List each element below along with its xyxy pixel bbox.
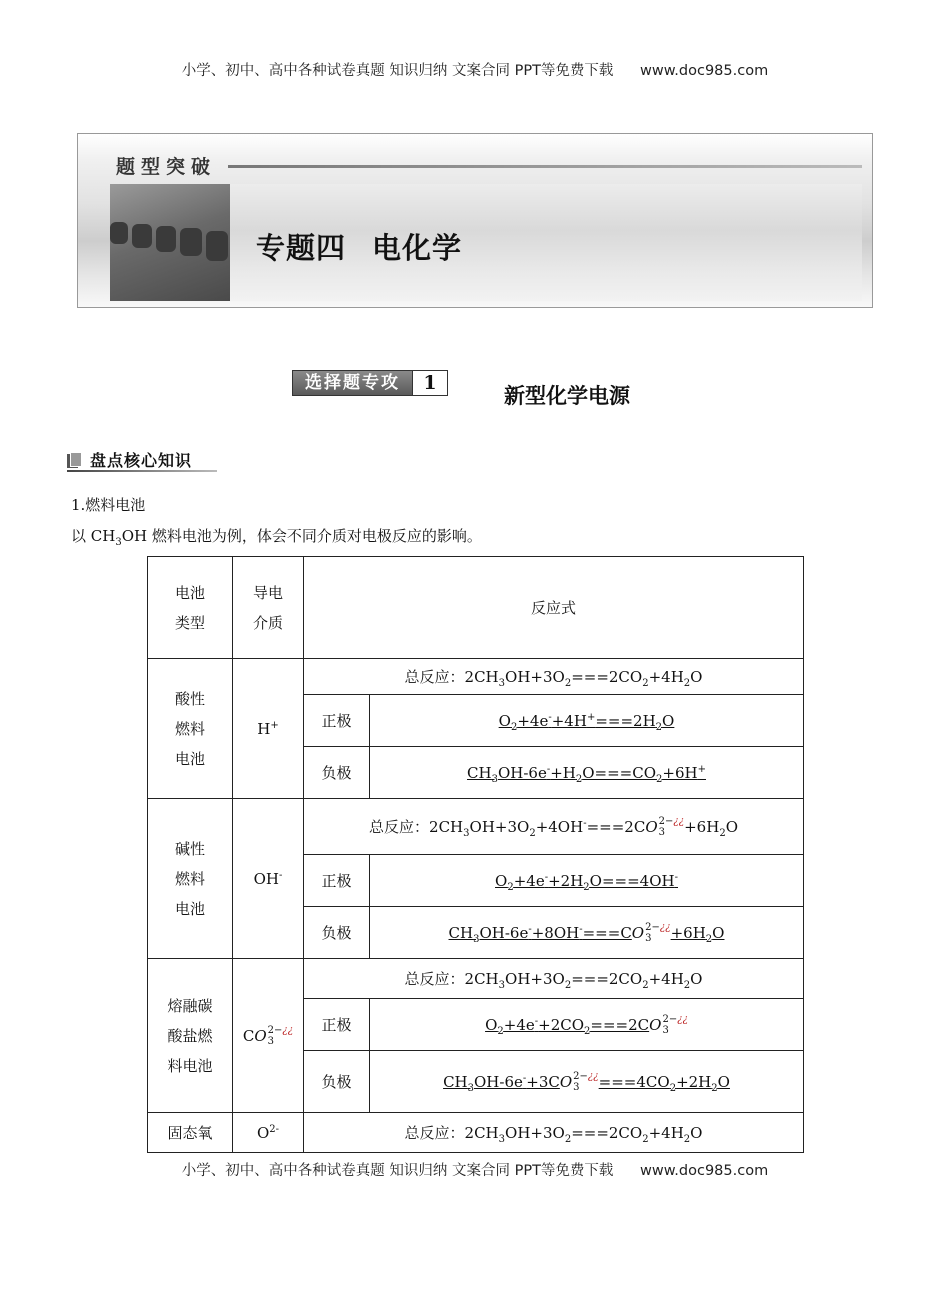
footer-text: 小学、初中、高中各种试卷真题 知识归纳 文案合同 PPT等免费下载	[181, 1163, 614, 1179]
header-type-line1: 电池	[174, 583, 205, 602]
acid-type	[148, 659, 233, 799]
header-medium-line2: 介质	[252, 613, 283, 632]
alkaline-type-line3: 电池	[174, 899, 205, 918]
page-footer	[0, 1159, 950, 1180]
pier-post	[156, 226, 176, 252]
banner-divider	[228, 165, 862, 168]
alkaline-negative-label: 负极	[304, 907, 370, 959]
alkaline-negative-equation: $CH_3OH-6e^-+8OH^-===C$ O 2−¿¿ 3 $+6H_2O$	[370, 907, 804, 959]
solid-medium	[233, 1113, 304, 1153]
carbonate-total: 总反应：$2CH_3OH+3O_2===2CO_2+4H_2O$	[304, 959, 804, 999]
header-medium	[233, 557, 304, 659]
table-row	[148, 799, 804, 855]
carbonate-negative-equation: $CH_3OH-6e^-+3C$ O 2−¿¿ 3 $===4CO_2+2H_2O$	[370, 1051, 804, 1113]
acid-positive-equation: $O_2+4e^-+4H^+===2H_2O$	[370, 695, 804, 747]
acid-medium	[233, 659, 304, 799]
solid-total: 总反应：$2CH_3OH+3O_2===2CO_2+4H_2O$	[304, 1113, 804, 1153]
banner-title-subject: 电化学	[372, 231, 463, 265]
pier-post	[110, 222, 128, 244]
acid-total: 总反应：$2CH_3OH+3O_2===2CO_2+4H_2O$	[304, 659, 804, 695]
table-row	[148, 659, 804, 695]
document-icon	[67, 452, 80, 468]
header-type-line2: 类型	[174, 613, 205, 632]
banner-title	[256, 226, 462, 267]
subheading	[67, 448, 192, 471]
subheading-underline	[67, 470, 217, 472]
carbonate-negative-label: 负极	[304, 1051, 370, 1113]
reaction-table	[147, 556, 804, 1153]
banner-title-topic: 专题四	[256, 231, 347, 265]
solid-medium-charge: 2-	[269, 1123, 280, 1135]
intro-paragraph: 以 $CH_3OH$ 燃料电池为例，体会不同介质对电极反应的影响。	[71, 527, 482, 548]
carbonate-type-line2: 酸盐燃	[167, 1026, 213, 1045]
topic-banner	[77, 133, 873, 308]
alkaline-positive-label: 正极	[304, 855, 370, 907]
pier-post	[180, 228, 202, 256]
carbonate-type-line3: 料电池	[167, 1056, 213, 1075]
header-medium-line1: 导电	[252, 583, 283, 602]
solid-type: 固态氧	[148, 1113, 233, 1153]
footer-url[interactable]: www.doc985.com	[640, 1163, 769, 1179]
alkaline-total: 总反应：$2CH_3OH+3O_2+4OH^-===2C$ O 2−¿¿ 3 $+6H_2O$	[304, 799, 804, 855]
carbonate-medium: C O 2−¿¿ 3	[233, 959, 304, 1113]
alkaline-medium-charge: -	[279, 869, 283, 881]
solid-medium-ion: O	[256, 1123, 270, 1142]
badge-number: 1	[412, 371, 447, 395]
total-label: 总反应：	[404, 668, 465, 686]
pier-post	[206, 231, 228, 261]
alkaline-medium-ion: OH	[253, 869, 279, 888]
section-title: 新型化学电源	[504, 384, 630, 408]
acid-negative-label: 负极	[304, 747, 370, 799]
table-header-row	[148, 557, 804, 659]
section-badge	[292, 370, 448, 396]
acid-positive-label: 正极	[304, 695, 370, 747]
total-label: 总反应：	[404, 1124, 465, 1142]
banner-pier-image	[110, 184, 230, 301]
acid-negative-equation: $CH_3OH-6e^-+H_2O===CO_2+6H^+$	[370, 747, 804, 799]
acid-type-line3: 电池	[174, 749, 205, 768]
table-row	[148, 1113, 804, 1153]
badge-label: 选择题专攻	[293, 371, 412, 395]
table-row	[148, 959, 804, 999]
item-heading: 1.燃料电池	[71, 496, 146, 514]
header-reaction: 反应式	[304, 557, 804, 659]
alkaline-type-line1: 碱性	[174, 839, 205, 858]
acid-type-line2: 燃料	[174, 719, 205, 738]
acid-medium-charge: +	[270, 719, 279, 731]
carbonate-type	[148, 959, 233, 1113]
carbonate-positive-equation: $O_2+4e^-+2CO_2===2C$ O 2−¿¿ 3	[370, 999, 804, 1051]
banner-tag: 题型突破	[116, 156, 217, 178]
page-header	[0, 59, 950, 80]
header-text: 小学、初中、高中各种试卷真题 知识归纳 文案合同 PPT等免费下载	[181, 63, 614, 79]
alkaline-positive-equation: $O_2+4e^-+2H_2O===4OH^-$	[370, 855, 804, 907]
carbonate-positive-label: 正极	[304, 999, 370, 1051]
alkaline-medium	[233, 799, 304, 959]
pier-post	[132, 224, 152, 248]
header-url[interactable]: www.doc985.com	[640, 63, 769, 79]
total-label: 总反应：	[369, 817, 430, 836]
subheading-text: 盘点核心知识	[90, 451, 193, 470]
acid-medium-ion: H	[257, 719, 271, 738]
carbonate-type-line1: 熔融碳	[167, 996, 213, 1015]
acid-type-line1: 酸性	[174, 689, 205, 708]
total-label: 总反应：	[404, 970, 465, 988]
alkaline-type-line2: 燃料	[174, 869, 205, 888]
alkaline-type	[148, 799, 233, 959]
header-battery-type	[148, 557, 233, 659]
